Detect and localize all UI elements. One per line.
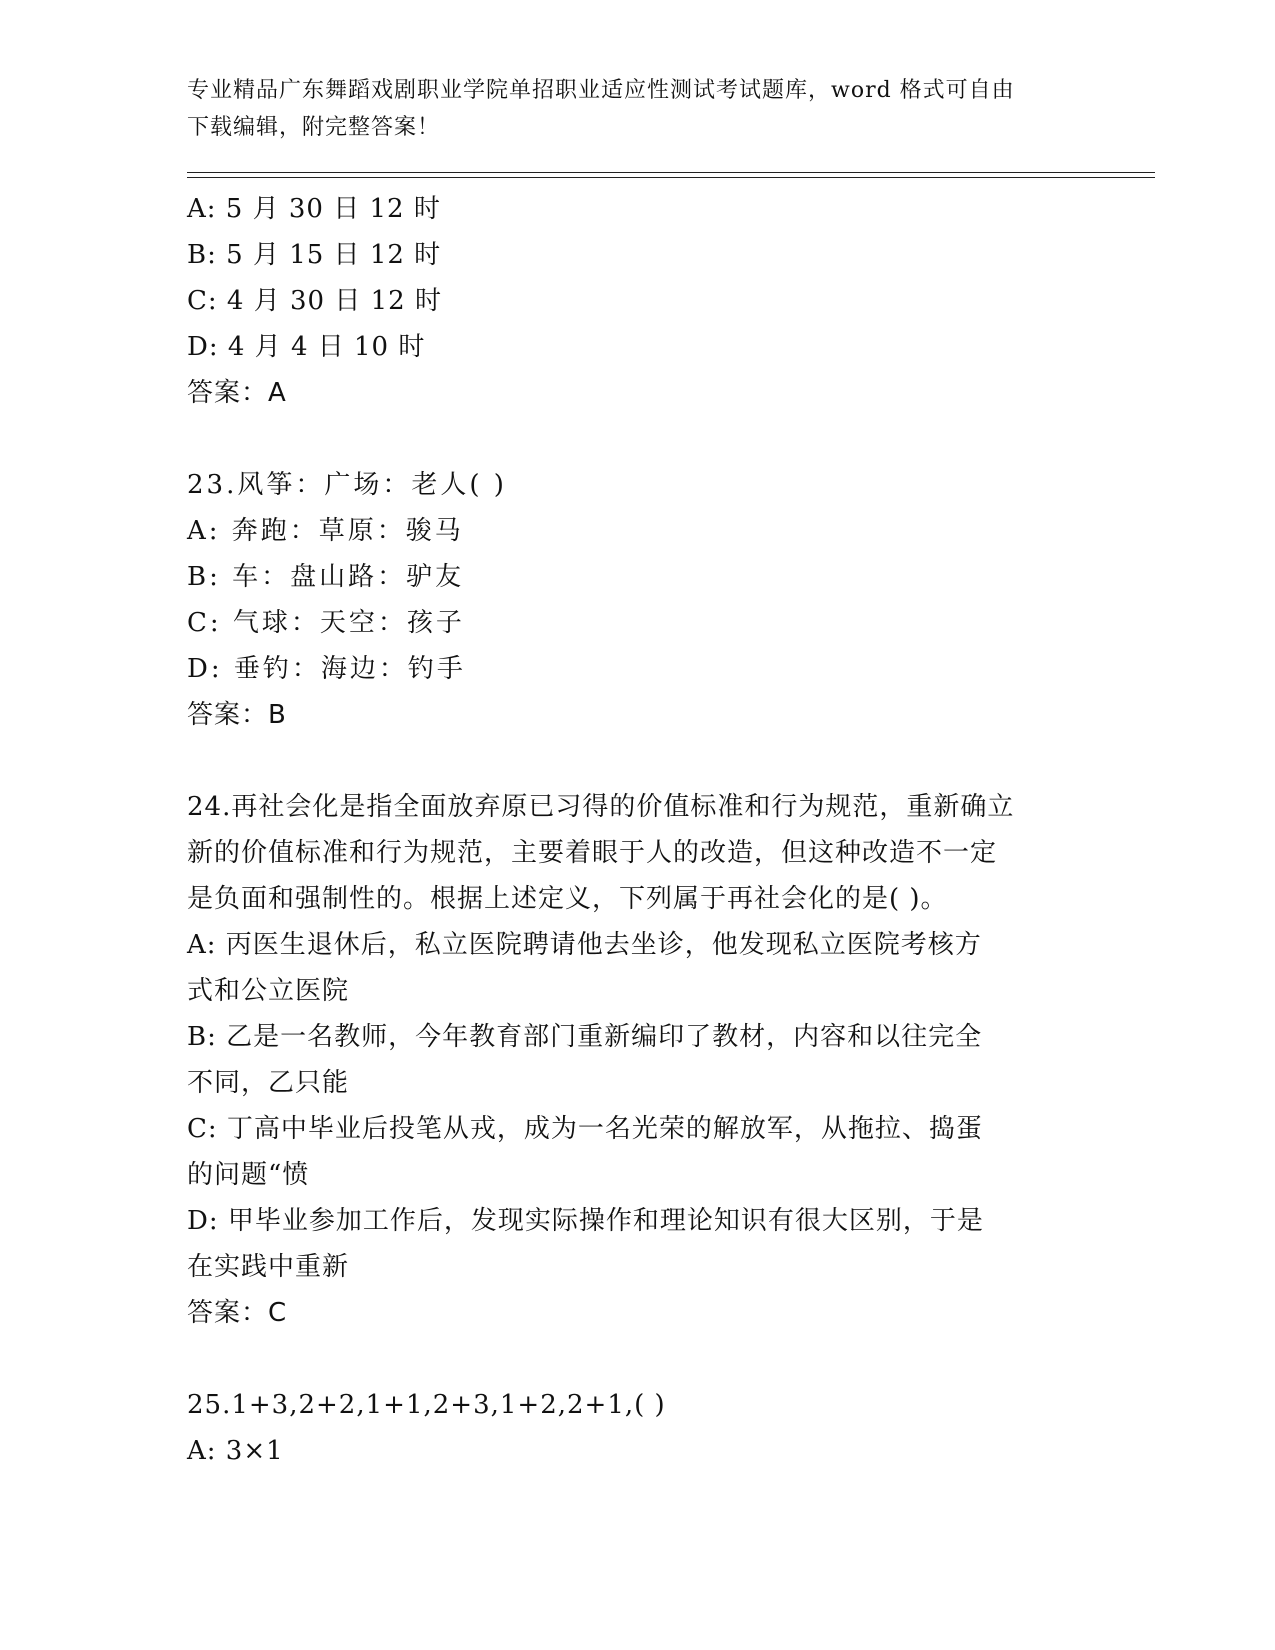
question-25	[187, 1382, 1087, 1474]
question-24	[187, 784, 1087, 1336]
option-c: C: 气球：天空：孩子	[187, 608, 465, 638]
question-23	[187, 462, 1087, 738]
question-22	[187, 186, 1087, 416]
option-b-continued: 不同，乙只能	[187, 1068, 350, 1098]
header-rule-top	[187, 172, 1155, 173]
document-header	[187, 72, 1087, 146]
option-d: D: 4 月 4 日 10 时	[187, 332, 426, 362]
answer: 答案：B	[187, 700, 287, 730]
option-a: A: 5 月 30 日 12 时	[187, 194, 441, 224]
question-text-line: 24.再社会化是指全面放弃原已习得的价值标准和行为规范，重新确立	[187, 792, 1015, 822]
header-rule-bottom	[187, 177, 1155, 178]
option-c: C: 丁高中毕业后投笔从戎，成为一名光荣的解放军，从拖拉、捣蛋	[187, 1114, 983, 1144]
option-a: A: 奔跑：草原：骏马	[187, 516, 464, 546]
question-title: 25.1+3,2+2,1+1,2+3,1+2,2+1,( )	[187, 1390, 666, 1420]
option-b: B: 车：盘山路：驴友	[187, 562, 465, 592]
header-line-2: 下载编辑，附完整答案！	[187, 115, 441, 140]
header-line-1: 专业精品广东舞蹈戏剧职业学院单招职业适应性测试考试题库，word 格式可自由	[187, 78, 1015, 103]
option-a: A: 3×1	[187, 1436, 284, 1466]
option-d: D: 垂钓：海边：钓手	[187, 654, 466, 684]
option-b: B: 5 月 15 日 12 时	[187, 240, 442, 270]
document-body	[187, 186, 1087, 1474]
answer: 答案：C	[187, 1298, 288, 1328]
question-title: 23.风筝：广场：老人( )	[187, 470, 507, 500]
question-text-line: 新的价值标准和行为规范，主要着眼于人的改造，但这种改造不一定	[187, 838, 998, 868]
option-c: C: 4 月 30 日 12 时	[187, 286, 442, 316]
option-b: B: 乙是一名教师，今年教育部门重新编印了教材，内容和以往完全	[187, 1022, 983, 1052]
option-c-continued: 的问题“愤	[187, 1160, 310, 1190]
option-d-continued: 在实践中重新	[187, 1252, 350, 1282]
answer: 答案：A	[187, 378, 287, 408]
option-a: A: 丙医生退休后，私立医院聘请他去坐诊，他发现私立医院考核方	[187, 930, 982, 960]
option-d: D: 甲毕业参加工作后，发现实际操作和理论知识有很大区别，于是	[187, 1206, 984, 1236]
question-text-line: 是负面和强制性的。根据上述定义，下列属于再社会化的是( )。	[187, 884, 948, 914]
option-a-continued: 式和公立医院	[187, 976, 350, 1006]
